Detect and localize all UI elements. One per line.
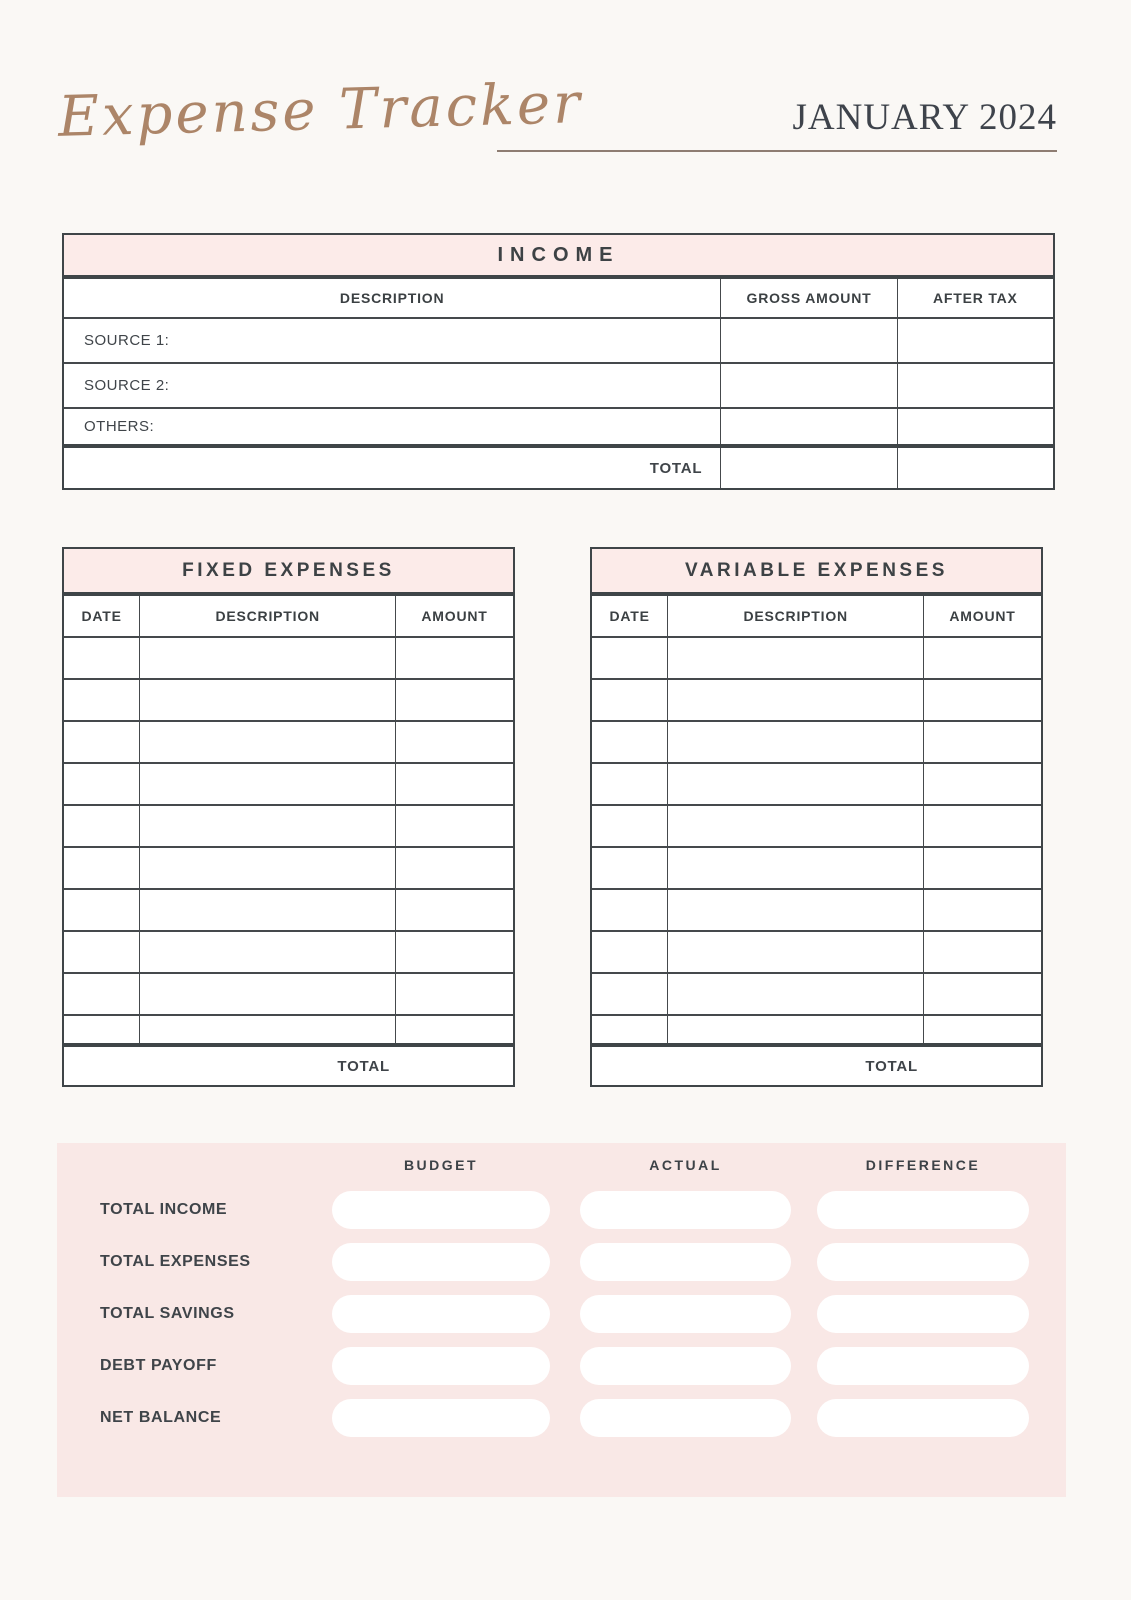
expense-description-cell[interactable] <box>139 1016 395 1043</box>
expense-row <box>64 846 513 888</box>
expense-row <box>592 762 1041 804</box>
expense-row <box>592 636 1041 678</box>
expense-date-cell[interactable] <box>64 890 139 930</box>
expense-date-cell[interactable] <box>592 722 667 762</box>
expense-description-cell[interactable] <box>667 764 923 804</box>
expense-row <box>64 636 513 678</box>
expense-description-cell[interactable] <box>139 764 395 804</box>
difference-field[interactable] <box>817 1243 1029 1281</box>
expense-description-cell[interactable] <box>667 848 923 888</box>
actual-field[interactable] <box>580 1243 791 1281</box>
fixed-col-description: DESCRIPTION <box>139 596 395 636</box>
difference-field[interactable] <box>817 1399 1029 1437</box>
expense-row <box>592 846 1041 888</box>
summary-row-net-balance <box>57 1399 1066 1437</box>
expense-description-cell[interactable] <box>139 722 395 762</box>
expense-amount-cell[interactable] <box>923 680 1041 720</box>
expense-amount-cell[interactable] <box>923 722 1041 762</box>
expense-row <box>592 930 1041 972</box>
income-col-after-tax: AFTER TAX <box>897 279 1053 317</box>
fixed-col-date: DATE <box>81 608 122 624</box>
expense-date-cell[interactable] <box>64 806 139 846</box>
expense-row <box>64 930 513 972</box>
expense-row <box>592 972 1041 1014</box>
summary-row-label: DEBT PAYOFF <box>100 1357 217 1374</box>
difference-field[interactable] <box>817 1191 1029 1229</box>
expense-amount-cell[interactable] <box>923 974 1041 1014</box>
variable-expenses-table <box>590 547 1043 1087</box>
expense-description-cell[interactable] <box>139 890 395 930</box>
fixed-expenses-total-row <box>64 1047 513 1085</box>
income-col-gross-amount: GROSS AMOUNT <box>720 279 896 317</box>
header-divider-line <box>497 150 1057 152</box>
expense-row <box>64 720 513 762</box>
actual-field[interactable] <box>580 1191 791 1229</box>
expense-row <box>592 678 1041 720</box>
fixed-expenses-rows <box>64 636 513 1043</box>
expense-row <box>592 720 1041 762</box>
expense-date-cell[interactable] <box>592 932 667 972</box>
expense-row <box>64 888 513 930</box>
expense-date-cell[interactable] <box>64 764 139 804</box>
income-table-title: INCOME <box>64 235 1053 275</box>
income-total-row <box>64 448 1053 488</box>
expense-amount-cell[interactable] <box>923 638 1041 678</box>
expense-amount-cell[interactable] <box>395 890 513 930</box>
income-total-gross-cell[interactable] <box>720 448 896 488</box>
summary-col-difference: DIFFERENCE <box>865 1157 981 1173</box>
income-total-label: TOTAL <box>649 459 703 477</box>
expense-row <box>64 1014 513 1043</box>
variable-col-date: DATE <box>609 608 650 624</box>
expense-date-cell[interactable] <box>592 680 667 720</box>
expense-date-cell[interactable] <box>64 974 139 1014</box>
expense-amount-cell[interactable] <box>923 932 1041 972</box>
expense-row <box>592 1014 1041 1043</box>
income-gross-cell[interactable] <box>720 409 896 444</box>
income-row-label: SOURCE 2: <box>84 377 170 394</box>
variable-col-description: DESCRIPTION <box>667 596 923 636</box>
expense-row <box>64 972 513 1014</box>
fixed-expenses-column-headers <box>64 596 513 636</box>
expense-amount-cell[interactable] <box>923 764 1041 804</box>
summary-col-budget: BUDGET <box>403 1157 479 1173</box>
actual-field[interactable] <box>580 1347 791 1385</box>
page-title-script: Expense Tracker <box>57 71 584 150</box>
expense-amount-cell[interactable] <box>923 848 1041 888</box>
expense-row <box>64 678 513 720</box>
actual-field[interactable] <box>580 1399 791 1437</box>
summary-section <box>57 1143 1066 1497</box>
expense-date-cell[interactable] <box>64 638 139 678</box>
expense-description-cell[interactable] <box>667 722 923 762</box>
expense-amount-cell[interactable] <box>395 680 513 720</box>
variable-expenses-total-label: TOTAL <box>865 1057 918 1075</box>
expense-date-cell[interactable] <box>64 932 139 972</box>
budget-field[interactable] <box>332 1191 550 1229</box>
income-row-label: SOURCE 1: <box>84 332 170 349</box>
summary-row-total-savings <box>57 1295 1066 1333</box>
expense-description-cell[interactable] <box>667 638 923 678</box>
income-col-description: DESCRIPTION <box>339 290 445 306</box>
summary-column-headers <box>57 1157 1066 1177</box>
expense-date-cell[interactable] <box>592 638 667 678</box>
expense-description-cell[interactable] <box>667 1016 923 1043</box>
variable-expenses-title: VARIABLE EXPENSES <box>592 549 1041 592</box>
expense-amount-cell[interactable] <box>395 764 513 804</box>
income-total-aftertax-cell[interactable] <box>897 448 1053 488</box>
income-table <box>62 233 1055 490</box>
expense-amount-cell[interactable] <box>395 806 513 846</box>
income-row-source2 <box>64 362 1053 407</box>
expense-date-cell[interactable] <box>64 848 139 888</box>
income-row-source1 <box>64 317 1053 362</box>
expense-date-cell[interactable] <box>592 848 667 888</box>
income-desc-cell[interactable] <box>64 409 720 444</box>
summary-row-debt-payoff <box>57 1347 1066 1385</box>
summary-row-label: NET BALANCE <box>100 1409 222 1426</box>
expense-amount-cell[interactable] <box>395 932 513 972</box>
expense-description-cell[interactable] <box>667 680 923 720</box>
expense-row <box>64 804 513 846</box>
budget-field[interactable] <box>332 1243 550 1281</box>
variable-expenses-rows <box>592 636 1041 1043</box>
income-desc-cell[interactable] <box>64 319 720 362</box>
expense-row <box>64 762 513 804</box>
fixed-col-amount: AMOUNT <box>395 596 513 636</box>
expense-description-cell[interactable] <box>667 974 923 1014</box>
month-label: JANUARY 2024 <box>792 97 1057 138</box>
variable-expenses-column-headers <box>592 596 1041 636</box>
summary-row-total-expenses <box>57 1243 1066 1281</box>
expense-amount-cell[interactable] <box>923 1016 1041 1043</box>
income-gross-cell[interactable] <box>720 364 896 407</box>
expense-description-cell[interactable] <box>139 638 395 678</box>
difference-field[interactable] <box>817 1295 1029 1333</box>
expense-description-cell[interactable] <box>667 932 923 972</box>
expense-description-cell[interactable] <box>139 680 395 720</box>
summary-row-label: TOTAL INCOME <box>100 1201 228 1218</box>
expense-date-cell[interactable] <box>64 680 139 720</box>
expense-amount-cell[interactable] <box>395 638 513 678</box>
expense-date-cell[interactable] <box>592 806 667 846</box>
variable-col-amount: AMOUNT <box>923 596 1041 636</box>
summary-col-actual: ACTUAL <box>649 1157 722 1173</box>
expense-date-cell[interactable] <box>64 722 139 762</box>
expense-row <box>592 804 1041 846</box>
expense-amount-cell[interactable] <box>923 806 1041 846</box>
expense-description-cell[interactable] <box>667 806 923 846</box>
fixed-expenses-table <box>62 547 515 1087</box>
income-desc-cell[interactable] <box>64 364 720 407</box>
expense-date-cell[interactable] <box>592 1016 667 1043</box>
expense-description-cell[interactable] <box>667 890 923 930</box>
difference-field[interactable] <box>817 1347 1029 1385</box>
expense-date-cell[interactable] <box>64 1016 139 1043</box>
expense-date-cell[interactable] <box>592 974 667 1014</box>
expense-row <box>592 888 1041 930</box>
expense-description-cell[interactable] <box>139 932 395 972</box>
expense-amount-cell[interactable] <box>923 890 1041 930</box>
income-gross-cell[interactable] <box>720 319 896 362</box>
summary-row-total-income <box>57 1191 1066 1229</box>
summary-row-label: TOTAL SAVINGS <box>100 1305 235 1322</box>
fixed-expenses-total-label: TOTAL <box>337 1057 390 1075</box>
variable-expenses-total-row <box>592 1047 1041 1085</box>
expense-description-cell[interactable] <box>139 806 395 846</box>
income-aftertax-cell[interactable] <box>897 319 1053 362</box>
expense-description-cell[interactable] <box>139 848 395 888</box>
expense-amount-cell[interactable] <box>395 974 513 1014</box>
expense-description-cell[interactable] <box>139 974 395 1014</box>
fixed-expenses-title: FIXED EXPENSES <box>64 549 513 592</box>
income-aftertax-cell[interactable] <box>897 364 1053 407</box>
income-aftertax-cell[interactable] <box>897 409 1053 444</box>
budget-field[interactable] <box>332 1295 550 1333</box>
income-column-headers <box>64 279 1053 317</box>
expense-amount-cell[interactable] <box>395 848 513 888</box>
income-row-others <box>64 407 1053 444</box>
summary-row-label: TOTAL EXPENSES <box>100 1253 251 1270</box>
budget-field[interactable] <box>332 1347 550 1385</box>
expense-amount-cell[interactable] <box>395 722 513 762</box>
income-row-label: OTHERS: <box>84 418 155 435</box>
expense-date-cell[interactable] <box>592 764 667 804</box>
expense-date-cell[interactable] <box>592 890 667 930</box>
actual-field[interactable] <box>580 1295 791 1333</box>
expense-amount-cell[interactable] <box>395 1016 513 1043</box>
budget-field[interactable] <box>332 1399 550 1437</box>
